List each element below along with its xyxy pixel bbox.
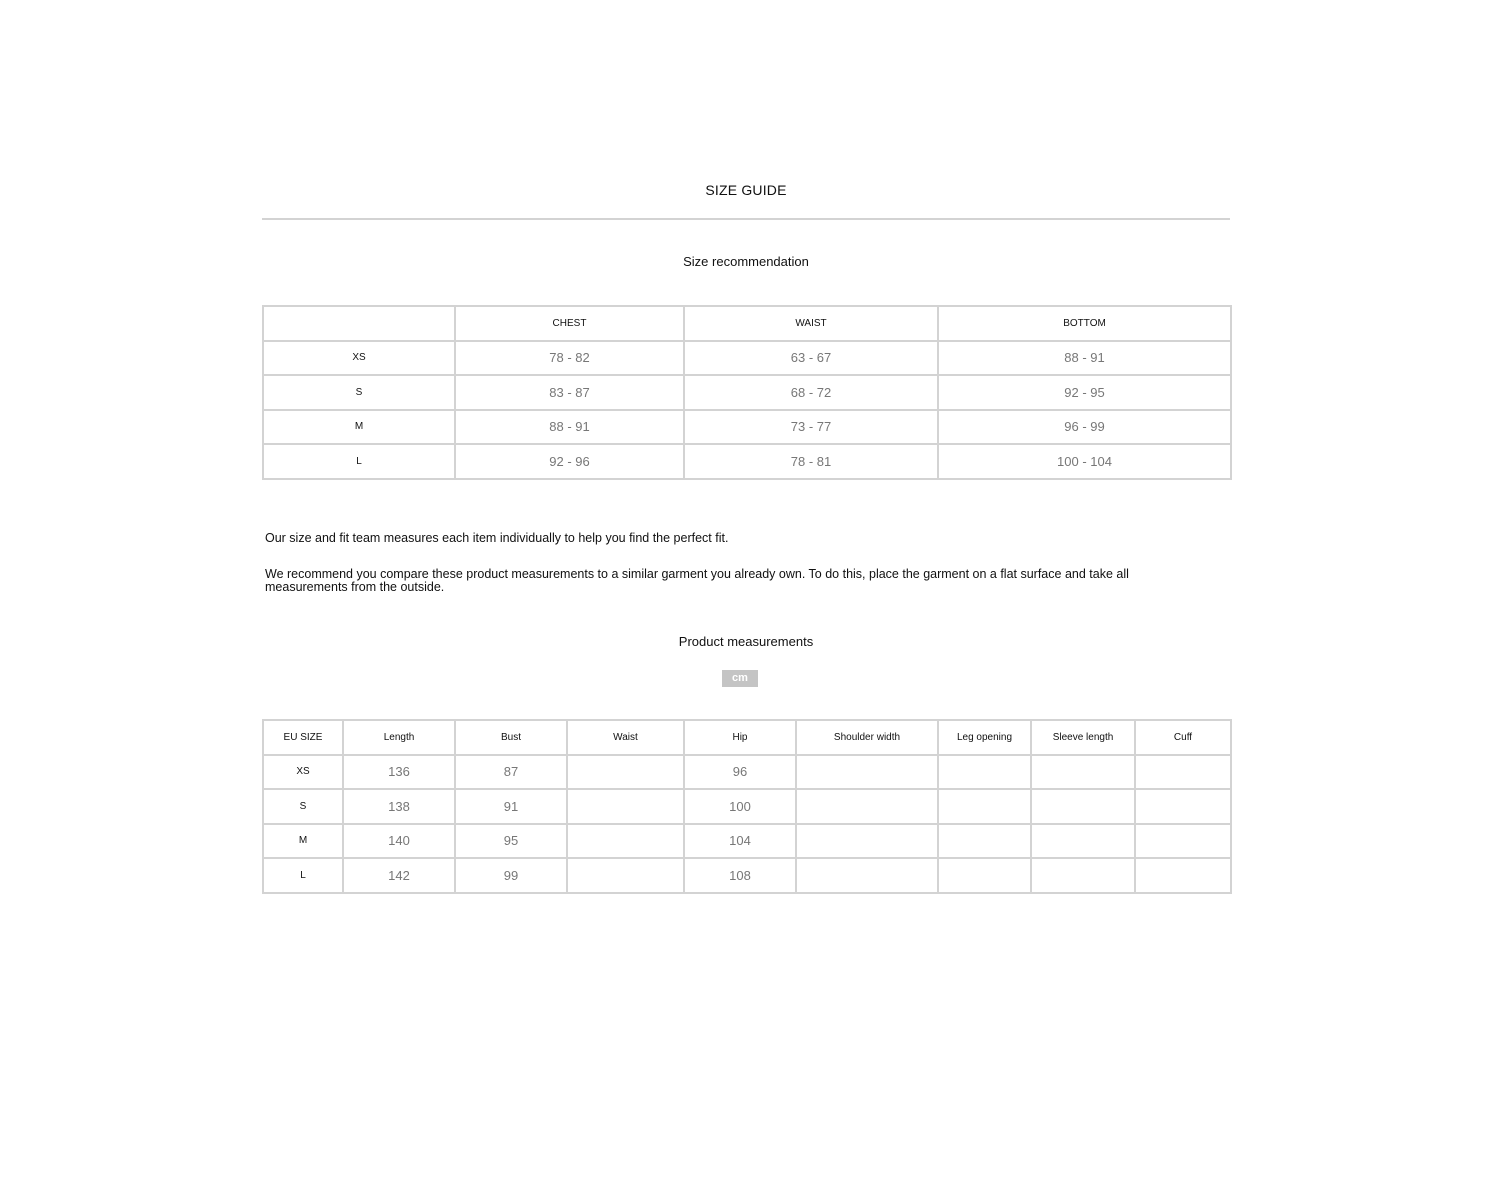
bust-value: 87 [455,755,567,790]
bottom-value: 92 - 95 [938,375,1231,410]
bottom-value: 88 - 91 [938,341,1231,376]
size-label: L [263,444,455,479]
column-header-hip: Hip [684,720,796,755]
table-row [263,858,1231,893]
bottom-value: 100 - 104 [938,444,1231,479]
sleeve-length-value [1031,789,1135,824]
measure-note: We recommend you compare these product measurements to a similar garment you already own. To do this, place the garment on a flat surface and take all measurements from the outside. [265,567,1129,594]
waist-value: 73 - 77 [684,410,938,445]
table-row [263,375,1231,410]
length-value: 142 [343,858,455,893]
length-value: 140 [343,824,455,859]
hip-value: 104 [684,824,796,859]
size-label: XS [263,341,455,376]
leg-opening-value [938,789,1031,824]
table-row [263,444,1231,479]
hip-value: 100 [684,789,796,824]
leg-opening-value [938,755,1031,790]
chest-value: 88 - 91 [455,410,684,445]
size-label: L [263,858,343,893]
table-header-row [263,306,1231,341]
column-header-bust: Bust [455,720,567,755]
size-label: S [263,375,455,410]
table-header-row [263,720,1231,755]
bust-value: 91 [455,789,567,824]
cuff-value [1135,755,1231,790]
hip-value: 96 [684,755,796,790]
column-header-chest: CHEST [455,306,684,341]
sleeve-length-value [1031,755,1135,790]
bust-value: 99 [455,858,567,893]
length-value: 138 [343,789,455,824]
column-header-cuff: Cuff [1135,720,1231,755]
cuff-value [1135,824,1231,859]
waist-value: 68 - 72 [684,375,938,410]
size-label: S [263,789,343,824]
shoulder-width-value [796,858,938,893]
title-divider [262,218,1230,220]
size-recommendation-table [262,305,1232,480]
shoulder-width-value [796,789,938,824]
leg-opening-value [938,824,1031,859]
waist-value [567,789,684,824]
size-label: M [263,824,343,859]
table-row [263,755,1231,790]
table-row [263,341,1231,376]
column-header-waist: WAIST [684,306,938,341]
waist-value [567,858,684,893]
column-header-eu-size: EU SIZE [263,720,343,755]
sleeve-length-value [1031,858,1135,893]
column-header-shoulder-width: Shoulder width [796,720,938,755]
table-row [263,789,1231,824]
cuff-value [1135,858,1231,893]
chest-value: 92 - 96 [455,444,684,479]
column-header-length: Length [343,720,455,755]
product-measurements-title: Product measurements [678,634,814,649]
page-title: SIZE GUIDE [705,182,787,198]
bust-value: 95 [455,824,567,859]
sleeve-length-value [1031,824,1135,859]
waist-value [567,755,684,790]
hip-value: 108 [684,858,796,893]
waist-value: 63 - 67 [684,341,938,376]
waist-value [567,824,684,859]
unit-toggle-cm[interactable]: cm [722,670,758,687]
chest-value: 78 - 82 [455,341,684,376]
column-header [263,306,455,341]
column-header-sleeve-length: Sleeve length [1031,720,1135,755]
fit-note: Our size and fit team measures each item individually to help you find the perfect fit. [265,531,729,545]
chest-value: 83 - 87 [455,375,684,410]
size-label: XS [263,755,343,790]
bottom-value: 96 - 99 [938,410,1231,445]
table-row [263,824,1231,859]
column-header-bottom: BOTTOM [938,306,1231,341]
leg-opening-value [938,858,1031,893]
waist-value: 78 - 81 [684,444,938,479]
product-measurements-table [262,719,1232,894]
column-header-waist: Waist [567,720,684,755]
length-value: 136 [343,755,455,790]
column-header-leg-opening: Leg opening [938,720,1031,755]
size-label: M [263,410,455,445]
cuff-value [1135,789,1231,824]
table-row [263,410,1231,445]
size-recommendation-title: Size recommendation [683,254,809,269]
shoulder-width-value [796,824,938,859]
shoulder-width-value [796,755,938,790]
